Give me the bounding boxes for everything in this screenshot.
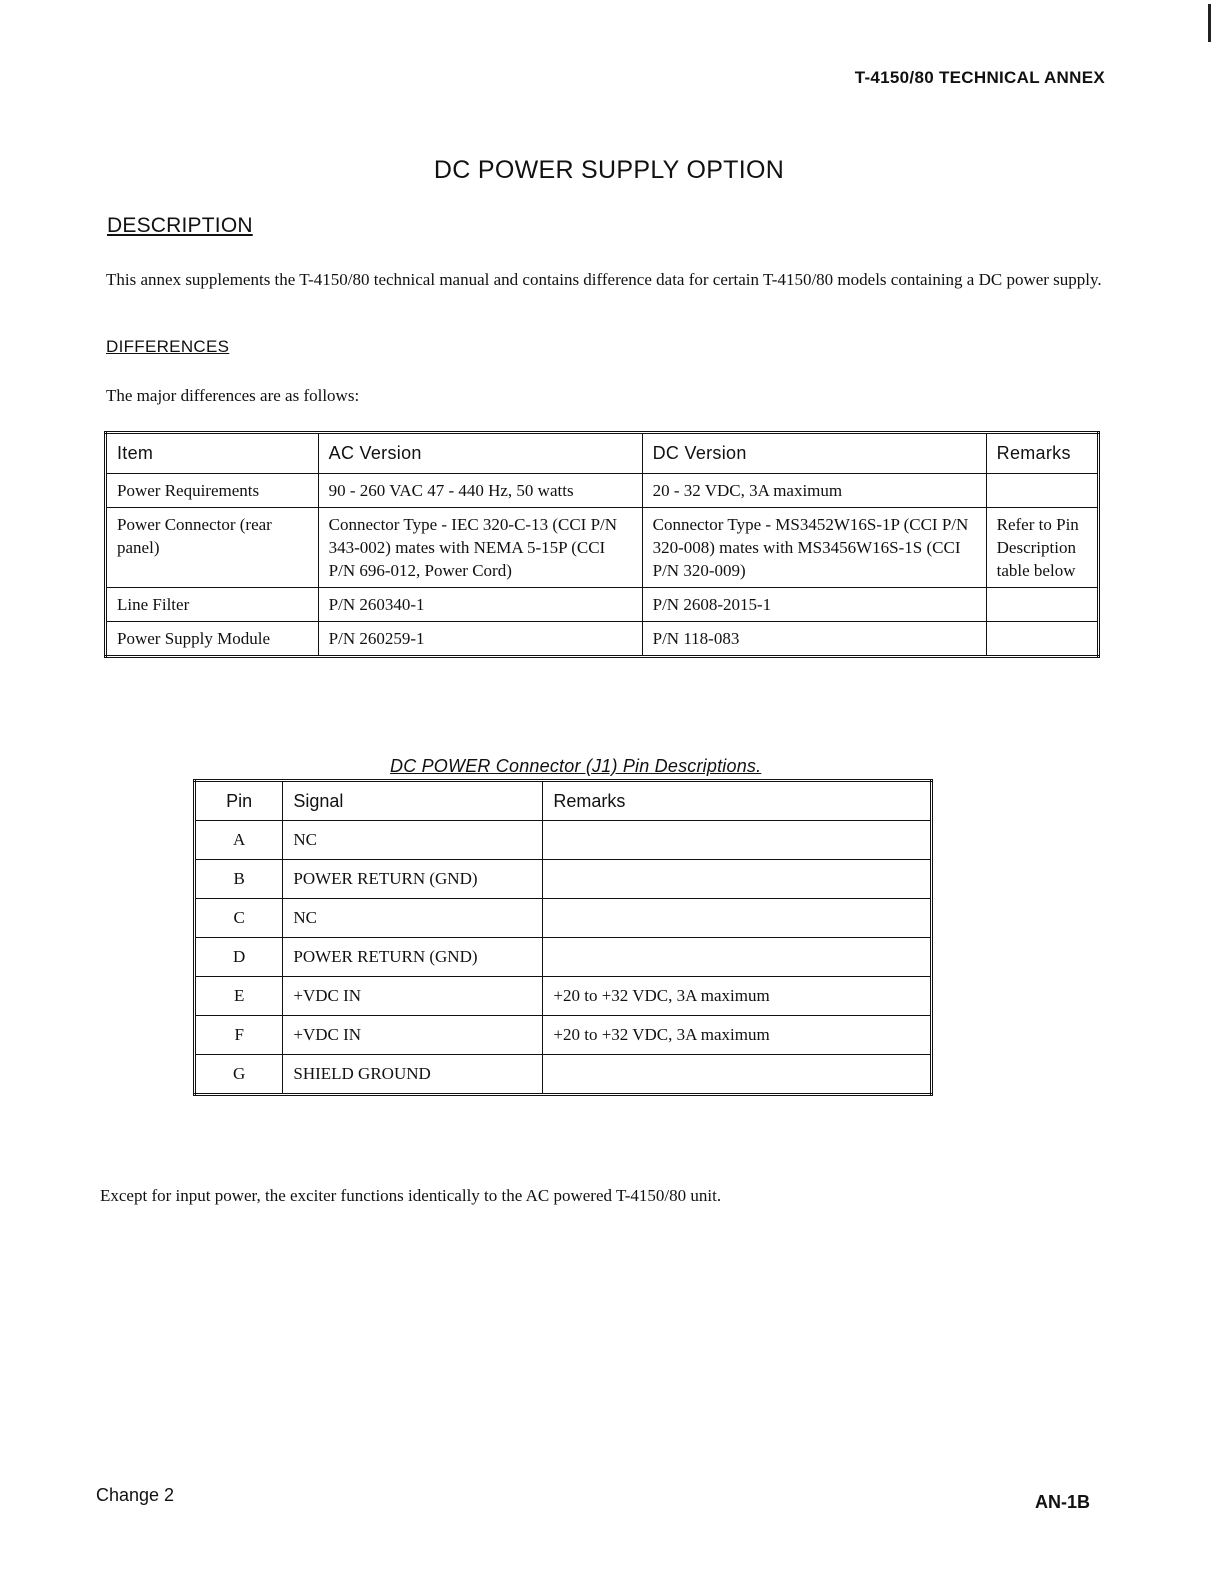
table-cell: Power Supply Module <box>106 622 319 657</box>
column-header-remarks: Remarks <box>986 433 1098 474</box>
closing-note: Except for input power, the exciter functions identically to the AC powered T-4150/80 unit. <box>100 1186 722 1205</box>
table-row <box>106 508 1099 588</box>
table-cell: Line Filter <box>106 588 319 622</box>
differences-table <box>104 431 1100 658</box>
signal-cell: POWER RETURN (GND) <box>283 938 543 977</box>
remarks-cell <box>543 860 932 899</box>
table-row <box>106 588 1099 622</box>
signal-cell: +VDC IN <box>283 1016 543 1055</box>
signal-cell: +VDC IN <box>283 977 543 1016</box>
column-header-remarks: Remarks <box>543 781 932 821</box>
table-cell: Power Connector (rear panel) <box>106 508 319 588</box>
table-cell: P/N 260259-1 <box>318 622 642 657</box>
table-row <box>195 821 932 860</box>
pin-cell: D <box>195 938 283 977</box>
table-cell: Power Requirements <box>106 474 319 508</box>
column-header-pin: Pin <box>195 781 283 821</box>
remarks-cell <box>543 821 932 860</box>
change-label: Change 2 <box>96 1485 175 1505</box>
pin-cell: F <box>195 1016 283 1055</box>
table-cell: 90 - 260 VAC 47 - 440 Hz, 50 watts <box>318 474 642 508</box>
table-cell: P/N 260340-1 <box>318 588 642 622</box>
remarks-cell <box>543 938 932 977</box>
table-cell: Connector Type - IEC 320-C-13 (CCI P/N 343-002) mates with NEMA 5-15P (CCI P/N 696-012, Power Cord) <box>318 508 642 588</box>
description-heading: DESCRIPTION <box>107 214 253 237</box>
table-row <box>195 977 932 1016</box>
pin-cell: C <box>195 899 283 938</box>
remarks-cell <box>543 899 932 938</box>
pin-description-table <box>193 779 933 1096</box>
pin-cell: A <box>195 821 283 860</box>
table-cell: 20 - 32 VDC, 3A maximum <box>642 474 986 508</box>
table-row <box>195 1055 932 1095</box>
signal-cell: SHIELD GROUND <box>283 1055 543 1095</box>
page-title: DC POWER SUPPLY OPTION <box>433 156 785 184</box>
remarks-cell <box>543 1055 932 1095</box>
table-row <box>106 474 1099 508</box>
page-number: AN-1B <box>1034 1492 1090 1512</box>
table-cell <box>986 588 1098 622</box>
column-header-signal: Signal <box>283 781 543 821</box>
column-header-ac-version: AC Version <box>318 433 642 474</box>
table-cell <box>986 474 1098 508</box>
table-cell: Refer to Pin Description table below <box>986 508 1098 588</box>
pin-table-caption: DC POWER Connector (J1) Pin Descriptions. <box>390 756 762 776</box>
table-row <box>195 899 932 938</box>
table-cell: P/N 2608-2015-1 <box>642 588 986 622</box>
remarks-cell: +20 to +32 VDC, 3A maximum <box>543 1016 932 1055</box>
table-row <box>195 1016 932 1055</box>
pin-cell: G <box>195 1055 283 1095</box>
signal-cell: NC <box>283 899 543 938</box>
table-header-row <box>106 433 1099 474</box>
column-header-item: Item <box>106 433 319 474</box>
table-cell <box>986 622 1098 657</box>
differences-heading: DIFFERENCES <box>106 337 230 356</box>
table-row <box>195 860 932 899</box>
signal-cell: NC <box>283 821 543 860</box>
document-id-header: T-4150/80 TECHNICAL ANNEX <box>854 68 1105 87</box>
pin-cell: B <box>195 860 283 899</box>
description-text: This annex supplements the T-4150/80 technical manual and contains difference data for certain T-4150/80 models containing a DC power supply. <box>106 270 1102 289</box>
table-header-row <box>195 781 932 821</box>
signal-cell: POWER RETURN (GND) <box>283 860 543 899</box>
column-header-dc-version: DC Version <box>642 433 986 474</box>
differences-intro: The major differences are as follows: <box>106 386 360 405</box>
table-cell: Connector Type - MS3452W16S-1P (CCI P/N 320-008) mates with MS3456W16S-1S (CCI P/N 320-009) <box>642 508 986 588</box>
scan-edge-mark <box>1208 4 1211 42</box>
remarks-cell: +20 to +32 VDC, 3A maximum <box>543 977 932 1016</box>
table-row <box>106 622 1099 657</box>
table-row <box>195 938 932 977</box>
table-cell: P/N 118-083 <box>642 622 986 657</box>
pin-cell: E <box>195 977 283 1016</box>
